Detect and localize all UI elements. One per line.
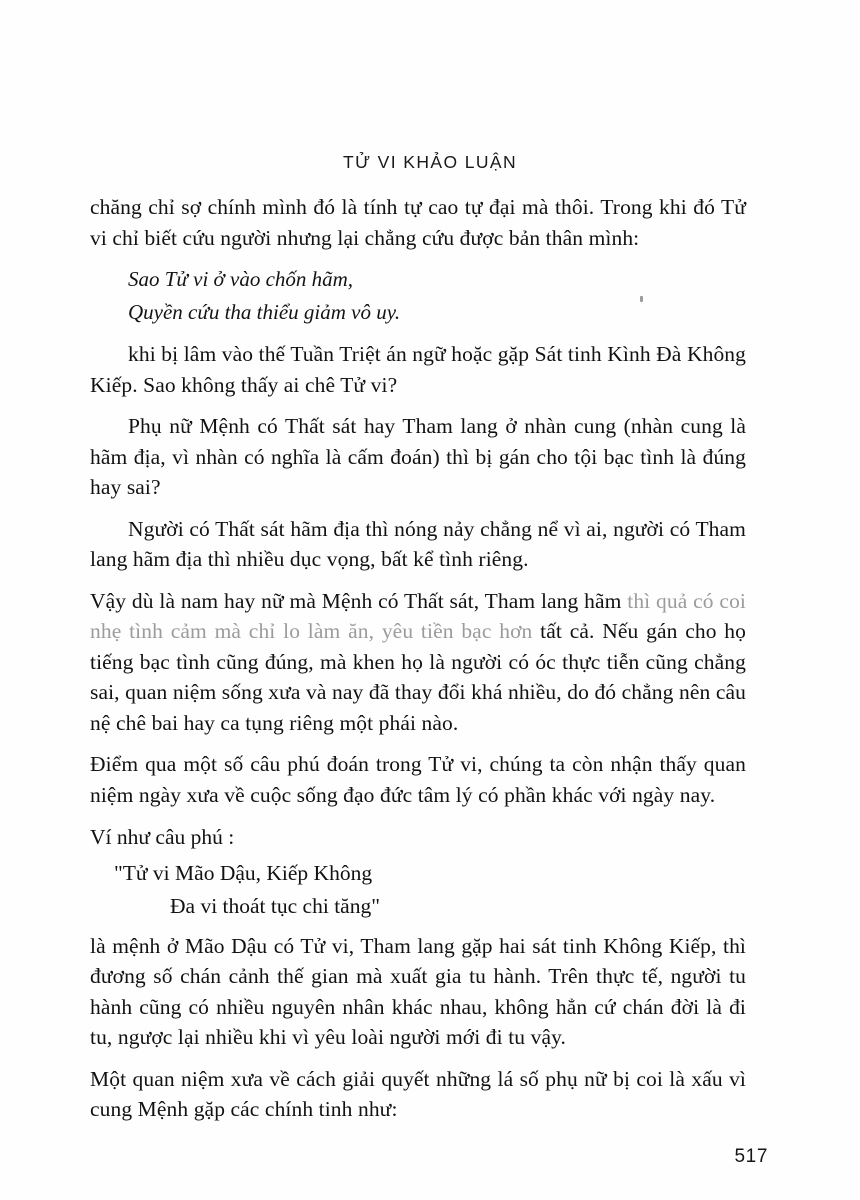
paragraph-1: chăng chỉ sợ chính mình đó là tính tự cao tự đại mà thôi. Trong khi đó Tử vi chỉ biết cứu người nhưng lại chẳng cứu được bản thân mình: — [90, 195, 746, 250]
paragraph-3: Phụ nữ Mệnh có Thất sát hay Tham lang ở nhàn cung (nhàn cung là hãm địa, vì nhàn có nghĩa là cấm đoán) thì bị gán cho tội bạc tình là đúng hay sai? — [90, 414, 746, 499]
paragraph-5-part-c: tất cả. Nếu gán cho họ tiếng bạc tình cũng đúng, mà khen họ là người có óc thực tiễn cũng chẳng sai, quan niệm sống xưa và nay đã thay đổi khá nhiều, do đó chẳng nên câu nệ chê bai hay ca tụng riêng một phái nào. — [90, 619, 747, 735]
verse-block-1 — [90, 263, 746, 329]
lead-in-line: Ví như câu phú : — [90, 825, 235, 849]
text-column — [90, 192, 746, 1131]
quote-line-2: Đa vi thoát tục chi tăng" — [170, 893, 380, 918]
paragraph-4: Người có Thất sát hãm địa thì nóng nảy chẳng nể vì ai, người có Tham lang hãm địa thì nhiều dục vọng, bất kể tình riêng. — [90, 516, 746, 571]
quote-line-1: "Tử vi Mão Dậu, Kiếp Không — [114, 860, 373, 885]
paragraph-8: Một quan niệm xưa về cách giải quyết những lá số phụ nữ bị coi là xấu vì cung Mệnh gặp các chính tinh như: — [90, 1066, 746, 1121]
paragraph-6: Điểm qua một số câu phú đoán trong Tử vi, chúng ta còn nhận thấy quan niệm ngày xưa về cuộc sống đạo đức tâm lý có phần khác với ngày nay. — [90, 752, 746, 807]
paragraph-5-part-a: Vậy dù là nam hay nữ mà Mệnh có Thất sát, Tham lang hãm — [90, 588, 628, 613]
verse-line-1: Sao Tử vi ở vào chốn hãm, — [128, 267, 354, 291]
running-head: TỬ VI KHẢO LUẬN — [342, 152, 518, 172]
paragraph-5-part-b-faded: thì quả có coi nhẹ tình cảm mà chỉ lo làm ăn, yêu tiền bạc hơn — [90, 588, 746, 643]
paragraph-2: khi bị lâm vào thế Tuần Triệt án ngữ hoặc gặp Sát tinh Kình Đà Không Kiếp. Sao không thấy ai chê Tử vi? — [90, 342, 746, 397]
page-number: 517 — [734, 1146, 768, 1167]
quote-block — [90, 857, 746, 923]
paragraph-5 — [90, 586, 746, 739]
paragraph-7: là mệnh ở Mão Dậu có Tử vi, Tham lang gặp hai sát tinh Không Kiếp, thì đương số chán cảnh thế gian mà xuất gia tu hành. Trên thực tế, người tu hành cũng có nhiều nguyên nhân khác nhau, không hẳn cứ chán đời là đi tu, ngược lại nhiều khi vì yêu loài người mới đi tu vậy. — [90, 933, 746, 1049]
verse-line-2: Quyền cứu tha thiểu giảm vô uy. — [128, 300, 401, 324]
